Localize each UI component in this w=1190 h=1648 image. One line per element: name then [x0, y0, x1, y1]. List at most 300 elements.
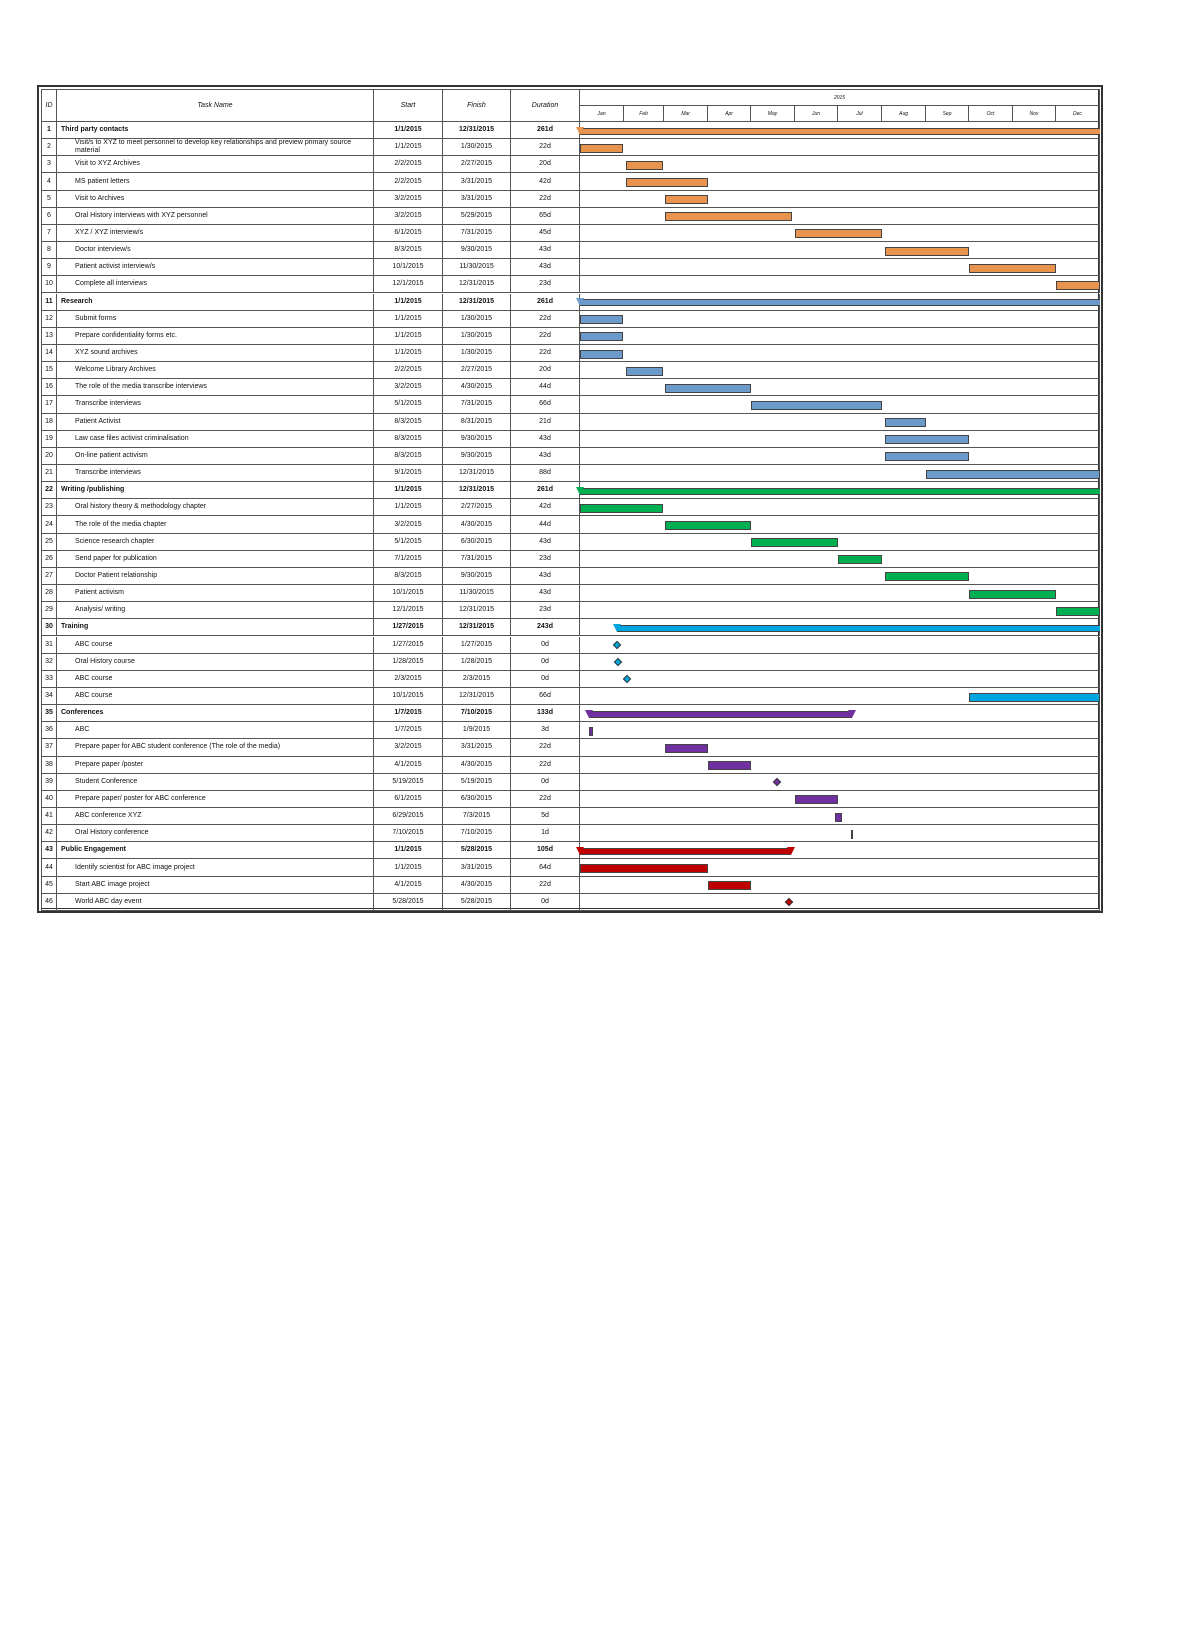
task-finish-cell: 5/28/2015 — [443, 842, 511, 859]
summary-bar[interactable] — [580, 128, 1100, 135]
task-finish-cell: 7/31/2015 — [443, 551, 511, 568]
task-duration-cell: 66d — [511, 396, 580, 413]
task-id-cell: 30 — [41, 619, 57, 636]
task-finish-cell: 1/27/2015 — [443, 637, 511, 654]
summary-bar[interactable] — [617, 625, 1100, 632]
task-bar[interactable] — [838, 555, 882, 564]
task-duration-cell: 23d — [511, 551, 580, 568]
header-duration: Duration — [511, 89, 580, 122]
task-id-cell: 38 — [41, 757, 57, 774]
task-duration-cell: 261d — [511, 294, 580, 311]
task-id-cell: 10 — [41, 276, 57, 293]
gantt-row — [580, 722, 1100, 739]
gantt-row — [580, 568, 1100, 585]
header-start: Start — [374, 89, 443, 122]
task-start-cell: 8/3/2015 — [374, 448, 443, 465]
task-id-cell: 16 — [41, 379, 57, 396]
task-bar[interactable] — [926, 470, 1100, 479]
task-duration-cell: 1d — [511, 825, 580, 842]
task-name-cell[interactable]: Doctor Patient relationship — [57, 568, 374, 585]
task-bar[interactable] — [580, 315, 623, 324]
task-id-cell: 18 — [41, 414, 57, 431]
task-name-cell[interactable]: Submit forms — [57, 311, 374, 328]
task-name-cell[interactable]: Prepare paper/ poster for ABC conference — [57, 791, 374, 808]
gantt-row — [580, 191, 1100, 208]
task-start-cell: 1/1/2015 — [374, 328, 443, 345]
gantt-row — [580, 328, 1100, 345]
gantt-row — [580, 431, 1100, 448]
task-name-cell[interactable]: Public Engagement — [57, 842, 374, 859]
task-duration-cell: 22d — [511, 139, 580, 156]
task-name-cell[interactable]: Transcribe interviews — [57, 396, 374, 413]
task-finish-cell: 9/30/2015 — [443, 431, 511, 448]
month-header: Oct — [969, 106, 1013, 122]
task-finish-cell: 7/10/2015 — [443, 705, 511, 722]
gantt-row — [580, 276, 1100, 293]
task-start-cell: 3/2/2015 — [374, 516, 443, 533]
task-name-cell[interactable]: ABC course — [57, 637, 374, 654]
task-id-cell: 12 — [41, 311, 57, 328]
task-duration-cell: 88d — [511, 465, 580, 482]
task-id-cell: 29 — [41, 602, 57, 619]
task-start-cell: 3/2/2015 — [374, 739, 443, 756]
summary-start-marker — [576, 487, 584, 495]
task-start-cell: 2/2/2015 — [374, 173, 443, 190]
task-id-cell: 36 — [41, 722, 57, 739]
task-bar[interactable] — [795, 229, 882, 238]
task-duration-cell: 43d — [511, 242, 580, 259]
task-duration-cell: 21d — [511, 414, 580, 431]
task-finish-cell: 5/28/2015 — [443, 894, 511, 911]
task-finish-cell: 6/30/2015 — [443, 791, 511, 808]
task-duration-cell: 261d — [511, 482, 580, 499]
header-finish: Finish — [443, 89, 511, 122]
task-duration-cell: 43d — [511, 585, 580, 602]
task-name-cell[interactable]: Law case files activist criminalisation — [57, 431, 374, 448]
task-start-cell: 1/7/2015 — [374, 705, 443, 722]
task-duration-cell: 64d — [511, 859, 580, 876]
task-start-cell: 3/2/2015 — [374, 191, 443, 208]
gantt-row — [580, 139, 1100, 156]
task-start-cell: 1/1/2015 — [374, 482, 443, 499]
task-name-cell[interactable]: Training — [57, 619, 374, 636]
task-finish-cell: 12/31/2015 — [443, 122, 511, 139]
header-year: 2015 — [580, 89, 1100, 106]
task-finish-cell: 12/31/2015 — [443, 276, 511, 293]
task-start-cell: 6/1/2015 — [374, 791, 443, 808]
task-start-cell: 1/1/2015 — [374, 345, 443, 362]
task-bar[interactable] — [1056, 281, 1100, 290]
task-name-cell[interactable]: Oral History interviews with XYZ personnel — [57, 208, 374, 225]
task-start-cell: 12/1/2015 — [374, 276, 443, 293]
task-finish-cell: 4/30/2015 — [443, 379, 511, 396]
task-name-cell[interactable]: Oral History conference — [57, 825, 374, 842]
task-duration-cell: 22d — [511, 311, 580, 328]
task-bar[interactable] — [580, 864, 708, 873]
task-name-cell[interactable]: ABC course — [57, 688, 374, 705]
task-finish-cell: 3/31/2015 — [443, 739, 511, 756]
task-duration-cell: 105d — [511, 842, 580, 859]
month-header: Feb — [624, 106, 664, 122]
task-bar[interactable] — [751, 401, 882, 410]
task-finish-cell: 4/30/2015 — [443, 516, 511, 533]
task-id-cell: 35 — [41, 705, 57, 722]
task-duration-cell: 44d — [511, 379, 580, 396]
task-start-cell: 1/1/2015 — [374, 311, 443, 328]
gantt-row — [580, 242, 1100, 259]
task-start-cell: 8/3/2015 — [374, 568, 443, 585]
task-start-cell: 2/2/2015 — [374, 156, 443, 173]
task-name-cell[interactable]: On-line patient activism — [57, 448, 374, 465]
task-duration-cell: 43d — [511, 568, 580, 585]
task-start-cell: 5/1/2015 — [374, 534, 443, 551]
task-name-cell[interactable]: ABC — [57, 722, 374, 739]
task-id-cell: 4 — [41, 173, 57, 190]
task-id-cell: 44 — [41, 859, 57, 876]
task-id-cell: 21 — [41, 465, 57, 482]
task-id-cell: 1 — [41, 122, 57, 139]
task-id-cell: 34 — [41, 688, 57, 705]
task-duration-cell: 3d — [511, 722, 580, 739]
summary-start-marker — [576, 847, 584, 855]
task-bar[interactable] — [885, 435, 969, 444]
task-bar[interactable] — [885, 418, 926, 427]
task-finish-cell: 6/30/2015 — [443, 534, 511, 551]
task-duration-cell: 22d — [511, 739, 580, 756]
task-finish-cell: 12/31/2015 — [443, 602, 511, 619]
task-start-cell: 7/1/2015 — [374, 551, 443, 568]
summary-start-marker — [576, 298, 584, 306]
task-duration-cell: 22d — [511, 328, 580, 345]
month-header: Jan — [580, 106, 624, 122]
task-name-cell[interactable]: Patient activist interview/s — [57, 259, 374, 276]
task-bar[interactable] — [665, 744, 708, 753]
task-start-cell: 1/1/2015 — [374, 499, 443, 516]
task-finish-cell: 4/30/2015 — [443, 757, 511, 774]
summary-start-marker — [585, 710, 593, 718]
gantt-row — [580, 414, 1100, 431]
task-duration-cell: 44d — [511, 516, 580, 533]
task-duration-cell: 66d — [511, 688, 580, 705]
month-header: Mar — [664, 106, 708, 122]
task-name-cell[interactable]: XYZ / XYZ interview/s — [57, 225, 374, 242]
task-finish-cell: 7/3/2015 — [443, 808, 511, 825]
task-duration-cell: 22d — [511, 345, 580, 362]
task-duration-cell: 65d — [511, 208, 580, 225]
task-start-cell: 6/1/2015 — [374, 225, 443, 242]
task-name-cell[interactable]: Visit to XYZ Archives — [57, 156, 374, 173]
task-bar[interactable] — [969, 693, 1100, 702]
gantt-row — [580, 791, 1100, 808]
task-bar[interactable] — [885, 452, 969, 461]
task-finish-cell: 2/27/2015 — [443, 156, 511, 173]
task-start-cell: 3/2/2015 — [374, 208, 443, 225]
task-name-cell[interactable]: Welcome Library Archives — [57, 362, 374, 379]
task-start-cell: 8/3/2015 — [374, 431, 443, 448]
task-bar[interactable] — [580, 504, 663, 513]
task-bar[interactable] — [589, 727, 593, 736]
task-finish-cell: 1/30/2015 — [443, 345, 511, 362]
task-name-cell[interactable]: Transcribe interviews — [57, 465, 374, 482]
task-name-cell[interactable]: Visit to Archives — [57, 191, 374, 208]
task-duration-cell: 43d — [511, 534, 580, 551]
month-header: Jun — [795, 106, 838, 122]
summary-bar[interactable] — [580, 299, 1100, 306]
task-finish-cell: 12/31/2015 — [443, 294, 511, 311]
task-id-cell: 33 — [41, 671, 57, 688]
header-id: ID — [41, 89, 57, 122]
task-finish-cell: 1/9/2015 — [443, 722, 511, 739]
summary-end-marker — [787, 847, 795, 855]
task-finish-cell: 3/31/2015 — [443, 191, 511, 208]
month-header: Nov — [1013, 106, 1056, 122]
task-bar[interactable] — [580, 332, 623, 341]
task-id-cell: 13 — [41, 328, 57, 345]
task-finish-cell: 12/31/2015 — [443, 619, 511, 636]
task-name-cell[interactable]: Visit/s to XYZ to meet personnel to develop key relationships and preview primary source material — [57, 139, 374, 156]
month-header: Sep — [926, 106, 969, 122]
task-name-cell[interactable]: Start ABC image project — [57, 877, 374, 894]
gantt-row — [580, 602, 1100, 619]
task-id-cell: 42 — [41, 825, 57, 842]
task-bar[interactable] — [851, 830, 853, 839]
summary-end-marker — [848, 710, 856, 718]
task-name-cell[interactable]: Send paper for publication — [57, 551, 374, 568]
task-id-cell: 2 — [41, 139, 57, 156]
task-finish-cell: 12/31/2015 — [443, 465, 511, 482]
task-duration-cell: 22d — [511, 877, 580, 894]
task-bar[interactable] — [580, 350, 623, 359]
task-name-cell[interactable]: Doctor interview/s — [57, 242, 374, 259]
task-finish-cell: 3/31/2015 — [443, 173, 511, 190]
task-id-cell: 26 — [41, 551, 57, 568]
gantt-row — [580, 757, 1100, 774]
task-id-cell: 24 — [41, 516, 57, 533]
task-name-cell[interactable]: The role of the media transcribe interviews — [57, 379, 374, 396]
task-start-cell: 10/1/2015 — [374, 688, 443, 705]
task-start-cell: 1/1/2015 — [374, 842, 443, 859]
task-name-cell[interactable]: World ABC day event — [57, 894, 374, 911]
task-finish-cell: 1/30/2015 — [443, 328, 511, 345]
task-id-cell: 23 — [41, 499, 57, 516]
task-duration-cell: 43d — [511, 448, 580, 465]
gantt-row — [580, 654, 1100, 671]
task-name-cell[interactable]: The role of the media chapter — [57, 516, 374, 533]
task-name-cell[interactable]: Oral history theory & methodology chapter — [57, 499, 374, 516]
task-id-cell: 11 — [41, 294, 57, 311]
gantt-row — [580, 534, 1100, 551]
task-bar[interactable] — [969, 264, 1056, 273]
task-bar[interactable] — [751, 538, 838, 547]
task-start-cell: 6/29/2015 — [374, 808, 443, 825]
gantt-row — [580, 637, 1100, 654]
task-duration-cell: 0d — [511, 637, 580, 654]
month-header: Dec — [1056, 106, 1100, 122]
task-id-cell: 20 — [41, 448, 57, 465]
task-duration-cell: 0d — [511, 654, 580, 671]
task-id-cell: 31 — [41, 637, 57, 654]
task-id-cell: 25 — [41, 534, 57, 551]
task-start-cell: 1/1/2015 — [374, 859, 443, 876]
task-name-cell[interactable]: Research — [57, 294, 374, 311]
task-duration-cell: 43d — [511, 431, 580, 448]
task-duration-cell: 243d — [511, 619, 580, 636]
task-name-cell[interactable]: Prepare paper for ABC student conference (The role of the media) — [57, 739, 374, 756]
task-bar[interactable] — [626, 367, 663, 376]
task-start-cell: 2/3/2015 — [374, 671, 443, 688]
task-bar[interactable] — [665, 212, 792, 221]
task-id-cell: 45 — [41, 877, 57, 894]
task-duration-cell: 20d — [511, 156, 580, 173]
task-finish-cell: 2/27/2015 — [443, 499, 511, 516]
task-duration-cell: 23d — [511, 602, 580, 619]
task-id-cell: 6 — [41, 208, 57, 225]
task-start-cell: 1/1/2015 — [374, 294, 443, 311]
task-finish-cell: 7/31/2015 — [443, 396, 511, 413]
task-bar[interactable] — [708, 881, 751, 890]
task-finish-cell: 2/3/2015 — [443, 671, 511, 688]
task-name-cell[interactable]: Analysis/ writing — [57, 602, 374, 619]
task-start-cell: 1/1/2015 — [374, 122, 443, 139]
task-name-cell[interactable]: Writing /publishing — [57, 482, 374, 499]
task-id-cell: 28 — [41, 585, 57, 602]
task-bar[interactable] — [969, 590, 1056, 599]
task-finish-cell: 8/31/2015 — [443, 414, 511, 431]
task-bar[interactable] — [1056, 607, 1100, 616]
task-id-cell: 32 — [41, 654, 57, 671]
task-name-cell[interactable]: Patient activism — [57, 585, 374, 602]
task-id-cell: 17 — [41, 396, 57, 413]
task-name-cell[interactable]: ABC course — [57, 671, 374, 688]
task-duration-cell: 42d — [511, 173, 580, 190]
task-finish-cell: 9/30/2015 — [443, 448, 511, 465]
task-id-cell: 46 — [41, 894, 57, 911]
summary-start-marker — [576, 127, 584, 135]
task-duration-cell: 0d — [511, 894, 580, 911]
task-duration-cell: 0d — [511, 774, 580, 791]
task-start-cell: 8/3/2015 — [374, 414, 443, 431]
task-id-cell: 9 — [41, 259, 57, 276]
task-start-cell: 1/28/2015 — [374, 654, 443, 671]
task-bar[interactable] — [795, 795, 838, 804]
task-finish-cell: 7/31/2015 — [443, 225, 511, 242]
month-header: Aug — [882, 106, 926, 122]
task-duration-cell: 22d — [511, 757, 580, 774]
gantt-row — [580, 345, 1100, 362]
gantt-row — [580, 739, 1100, 756]
task-name-cell[interactable]: Identify scientist for ABC image project — [57, 859, 374, 876]
task-duration-cell: 23d — [511, 276, 580, 293]
task-duration-cell: 43d — [511, 259, 580, 276]
task-name-cell[interactable]: Prepare confidentiality forms etc. — [57, 328, 374, 345]
task-bar[interactable] — [885, 247, 969, 256]
task-start-cell: 7/10/2015 — [374, 825, 443, 842]
task-start-cell: 5/19/2015 — [374, 774, 443, 791]
task-finish-cell: 3/31/2015 — [443, 859, 511, 876]
task-duration-cell: 22d — [511, 191, 580, 208]
gantt-row — [580, 311, 1100, 328]
summary-bar[interactable] — [589, 711, 853, 718]
month-header: May — [751, 106, 795, 122]
task-duration-cell: 133d — [511, 705, 580, 722]
task-id-cell: 5 — [41, 191, 57, 208]
task-finish-cell: 11/30/2015 — [443, 585, 511, 602]
task-bar[interactable] — [665, 195, 708, 204]
task-name-cell[interactable]: Science research chapter — [57, 534, 374, 551]
task-id-cell: 8 — [41, 242, 57, 259]
task-name-cell[interactable]: Complete all interviews — [57, 276, 374, 293]
task-finish-cell: 9/30/2015 — [443, 242, 511, 259]
task-id-cell: 22 — [41, 482, 57, 499]
task-bar[interactable] — [665, 384, 750, 393]
task-bar[interactable] — [626, 178, 709, 187]
task-name-cell[interactable]: MS patient letters — [57, 173, 374, 190]
task-id-cell: 43 — [41, 842, 57, 859]
task-finish-cell: 9/30/2015 — [443, 568, 511, 585]
task-start-cell: 1/27/2015 — [374, 637, 443, 654]
task-id-cell: 41 — [41, 808, 57, 825]
task-name-cell[interactable]: Conferences — [57, 705, 374, 722]
task-finish-cell: 12/31/2015 — [443, 688, 511, 705]
summary-bar[interactable] — [580, 848, 791, 855]
task-duration-cell: 42d — [511, 499, 580, 516]
task-start-cell: 10/1/2015 — [374, 585, 443, 602]
month-header: Apr — [708, 106, 751, 122]
task-id-cell: 40 — [41, 791, 57, 808]
summary-bar[interactable] — [580, 488, 1100, 495]
task-duration-cell: 20d — [511, 362, 580, 379]
gantt-row — [580, 379, 1100, 396]
task-finish-cell: 5/19/2015 — [443, 774, 511, 791]
task-bar[interactable] — [708, 761, 751, 770]
gantt-row — [580, 825, 1100, 842]
month-header: Jul — [838, 106, 882, 122]
task-finish-cell: 7/10/2015 — [443, 825, 511, 842]
task-start-cell: 2/2/2015 — [374, 362, 443, 379]
task-name-cell[interactable]: Oral History course — [57, 654, 374, 671]
task-id-cell: 27 — [41, 568, 57, 585]
task-finish-cell: 11/30/2015 — [443, 259, 511, 276]
task-finish-cell: 5/29/2015 — [443, 208, 511, 225]
task-finish-cell: 2/27/2015 — [443, 362, 511, 379]
gantt-row — [580, 671, 1100, 688]
summary-start-marker — [613, 624, 621, 632]
task-start-cell: 9/1/2015 — [374, 465, 443, 482]
gantt-row — [580, 516, 1100, 533]
task-bar[interactable] — [665, 521, 750, 530]
gantt-row — [580, 877, 1100, 894]
task-name-cell[interactable]: Prepare paper /poster — [57, 757, 374, 774]
task-start-cell: 8/3/2015 — [374, 242, 443, 259]
task-bar[interactable] — [835, 813, 842, 822]
task-name-cell[interactable]: Student Conference — [57, 774, 374, 791]
task-id-cell: 7 — [41, 225, 57, 242]
task-id-cell: 37 — [41, 739, 57, 756]
gantt-row — [580, 774, 1100, 791]
task-bar[interactable] — [885, 572, 969, 581]
task-finish-cell: 1/30/2015 — [443, 311, 511, 328]
task-name-cell[interactable]: ABC conference XYZ — [57, 808, 374, 825]
task-name-cell[interactable]: Third party contacts — [57, 122, 374, 139]
task-bar[interactable] — [580, 144, 623, 153]
task-bar[interactable] — [626, 161, 663, 170]
task-start-cell: 12/1/2015 — [374, 602, 443, 619]
task-name-cell[interactable]: Patient Activist — [57, 414, 374, 431]
task-id-cell: 19 — [41, 431, 57, 448]
task-id-cell: 3 — [41, 156, 57, 173]
task-start-cell: 4/1/2015 — [374, 877, 443, 894]
task-name-cell[interactable]: XYZ sound archives — [57, 345, 374, 362]
